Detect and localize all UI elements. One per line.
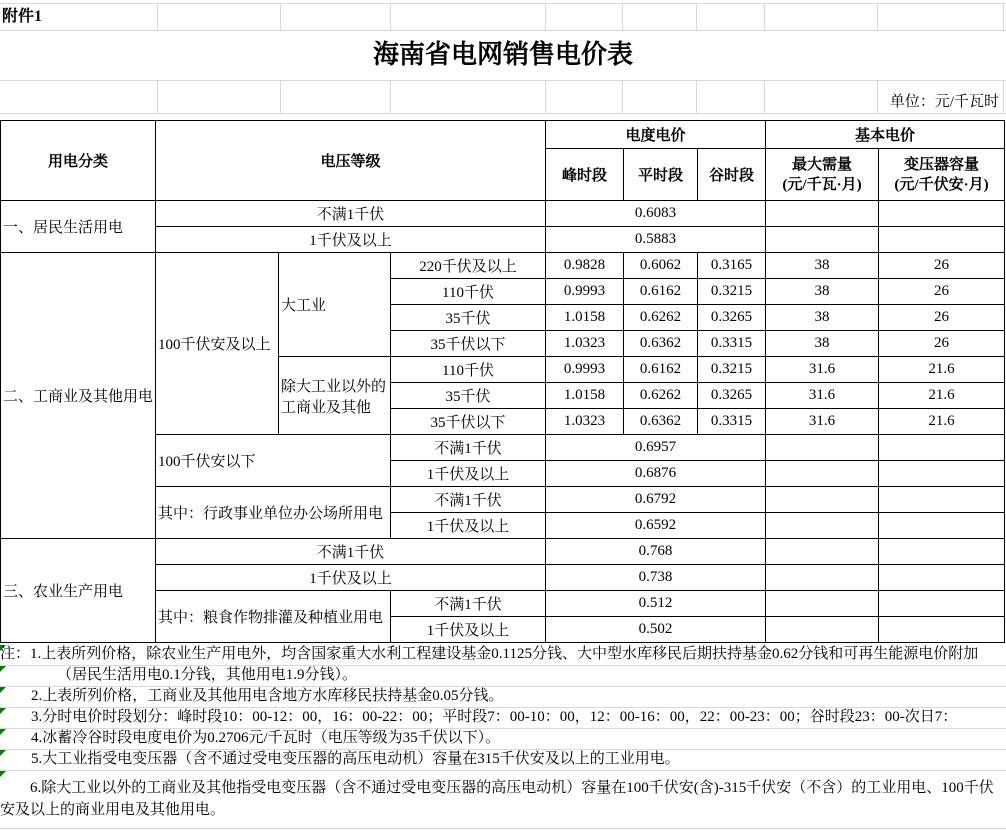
- gridline: [390, 80, 391, 113]
- cell-voltage[interactable]: 1千伏及以上: [391, 617, 546, 643]
- cell-section-industrial[interactable]: 二、工商业及其他用电: [1, 253, 156, 539]
- cell-large-industry[interactable]: 大工业: [279, 253, 391, 357]
- note-line-1-continued[interactable]: （居民生活用电0.1分钱，其他用电1.9分钱）。: [57, 667, 358, 683]
- cell-price-valley[interactable]: 0.3215: [698, 357, 766, 383]
- cell-grain-irrigation[interactable]: 其中：粮食作物排灌及种植业用电: [156, 591, 391, 643]
- gridline: [877, 3, 878, 30]
- gridline: [622, 3, 623, 30]
- cell-empty[interactable]: [879, 227, 1005, 253]
- gridline: [622, 80, 623, 113]
- cell-price-flat[interactable]: 0.6062: [624, 253, 698, 279]
- gridline: [696, 80, 697, 113]
- cell-section-agricultural[interactable]: 三、农业生产用电: [1, 539, 156, 643]
- cell-price[interactable]: 0.6083: [546, 201, 766, 227]
- cell-transformer[interactable]: 21.6: [879, 357, 1005, 383]
- unit-label[interactable]: 单位：元/千瓦时: [889, 94, 999, 110]
- header-max-demand-title: 最大需量: [791, 156, 852, 173]
- header-transformer-unit: (元/千伏安·月): [894, 176, 989, 193]
- cell-max-demand[interactable]: 31.6: [766, 409, 879, 435]
- cell-admin-office[interactable]: 其中：行政事业单位办公场所用电: [156, 487, 391, 539]
- gridline: [157, 80, 158, 113]
- cell-transformer[interactable]: 21.6: [879, 383, 1005, 409]
- header-usage-class[interactable]: 用电分类: [1, 121, 156, 201]
- gridline: [545, 3, 546, 30]
- cell-price-peak[interactable]: 0.9993: [546, 279, 624, 305]
- cell-empty[interactable]: [879, 565, 1005, 591]
- cell-voltage[interactable]: 220千伏及以上: [391, 253, 546, 279]
- cell-price[interactable]: 0.5883: [546, 227, 766, 253]
- cell-over100kva[interactable]: 100千伏安及以上: [156, 253, 279, 435]
- cell-voltage[interactable]: 110千伏: [391, 357, 546, 383]
- cell-price-flat[interactable]: 0.6362: [624, 331, 698, 357]
- header-peak[interactable]: 峰时段: [546, 149, 624, 201]
- cell-price-flat[interactable]: 0.6362: [624, 409, 698, 435]
- cell-voltage[interactable]: 不满1千伏: [156, 201, 546, 227]
- cell-under100kva[interactable]: 100千伏安以下: [156, 435, 391, 487]
- gridline: [0, 828, 1006, 829]
- cell-price-valley[interactable]: 0.3265: [698, 305, 766, 331]
- cell-price-flat[interactable]: 0.6162: [624, 357, 698, 383]
- cell-price[interactable]: 0.6792: [546, 487, 766, 513]
- cell-voltage[interactable]: 35千伏以下: [391, 409, 546, 435]
- cell-empty[interactable]: [766, 201, 879, 227]
- cell-voltage[interactable]: 1千伏及以上: [156, 227, 546, 253]
- cell-voltage[interactable]: 1千伏及以上: [391, 461, 546, 487]
- cell-price-flat[interactable]: 0.6262: [624, 383, 698, 409]
- note-line-3[interactable]: 3.分时电价时段划分：峰时段10：00-12：00，16：00-22：00；平时段7：00-10：00，12：00-16：00，22：00-23：00；谷时段23：00-次日7：: [31, 709, 958, 725]
- table-header-row: [1, 121, 1005, 149]
- cell-max-demand[interactable]: 38: [766, 331, 879, 357]
- gridline: [545, 80, 546, 113]
- cell-transformer[interactable]: 21.6: [879, 409, 1005, 435]
- cell-voltage[interactable]: 35千伏: [391, 383, 546, 409]
- cell-price-valley[interactable]: 0.3215: [698, 279, 766, 305]
- cell-transformer[interactable]: 26: [879, 331, 1005, 357]
- cell-empty[interactable]: [879, 435, 1005, 461]
- sheet-title[interactable]: 海南省电网销售电价表: [372, 40, 633, 69]
- cell-empty[interactable]: [879, 513, 1005, 539]
- cell-price[interactable]: 0.502: [546, 617, 766, 643]
- note-line-4[interactable]: 4.冰蓄冷谷时段电度电价为0.2706元/千瓦时（电压等级为35千伏以下）。: [31, 730, 501, 746]
- cell-empty[interactable]: [766, 487, 879, 513]
- cell-section-residential[interactable]: 一、居民生活用电: [1, 201, 156, 253]
- header-max-demand[interactable]: [766, 149, 879, 201]
- header-energy-price[interactable]: 电度电价: [546, 121, 766, 149]
- cell-price-peak[interactable]: 1.0158: [546, 305, 624, 331]
- gridline: [1003, 80, 1004, 113]
- table-row: [1, 253, 1005, 279]
- cell-voltage[interactable]: 1千伏及以上: [391, 513, 546, 539]
- cell-price-peak[interactable]: 1.0323: [546, 409, 624, 435]
- gridline: [0, 80, 1006, 81]
- cell-empty[interactable]: [766, 591, 879, 617]
- header-voltage-level[interactable]: 电压等级: [156, 121, 546, 201]
- gridline: [390, 3, 391, 30]
- gridline: [1003, 3, 1004, 30]
- cell-empty[interactable]: [879, 539, 1005, 565]
- cell-price-valley[interactable]: 0.3315: [698, 331, 766, 357]
- cell-voltage[interactable]: 1千伏及以上: [156, 565, 546, 591]
- price-table: [0, 120, 1005, 643]
- cell-price-peak[interactable]: 1.0158: [546, 383, 624, 409]
- cell-price-peak[interactable]: 0.9828: [546, 253, 624, 279]
- header-flat[interactable]: 平时段: [624, 149, 698, 201]
- cell-transformer[interactable]: 26: [879, 279, 1005, 305]
- cell-other-industry[interactable]: 除大工业以外的工商业及其他: [279, 357, 391, 435]
- attachment-label[interactable]: 附件1: [2, 8, 43, 25]
- cell-price-peak[interactable]: 1.0323: [546, 331, 624, 357]
- cell-price[interactable]: 0.512: [546, 591, 766, 617]
- cell-voltage[interactable]: 不满1千伏: [156, 539, 546, 565]
- cell-voltage[interactable]: 35千伏以下: [391, 331, 546, 357]
- note-line-1[interactable]: 注：1.上表所列价格，除农业生产用电外，均含国家重大水利工程建设基金0.1125分钱、大中型水库移民后期扶持基金0.62分钱和可再生能源电价附加: [0, 646, 979, 662]
- cell-transformer[interactable]: 26: [879, 253, 1005, 279]
- note-line-6[interactable]: 6.除大工业以外的工商业及其他指受电变压器（含不通过受电变压器的高压电动机）容量在100千伏安(含)-315千伏安（不含）的工业用电、100千伏安及以上的商业用电及其他用电。: [0, 780, 994, 818]
- cell-price[interactable]: 0.6957: [546, 435, 766, 461]
- header-valley[interactable]: 谷时段: [698, 149, 766, 201]
- cell-price-valley[interactable]: 0.3315: [698, 409, 766, 435]
- header-max-demand-unit: (元/千瓦·月): [782, 176, 862, 193]
- gridline: [0, 3, 1006, 4]
- cell-price[interactable]: 0.738: [546, 565, 766, 591]
- cell-empty[interactable]: [879, 487, 1005, 513]
- cell-price-peak[interactable]: 0.9993: [546, 357, 624, 383]
- gridline: [157, 3, 158, 30]
- cell-empty[interactable]: [879, 201, 1005, 227]
- gridline: [764, 80, 765, 113]
- note-line-2[interactable]: 2.上表所列价格，工商业及其他用电含地方水库移民扶持基金0.05分钱。: [31, 688, 504, 704]
- cell-max-demand[interactable]: 38: [766, 253, 879, 279]
- cell-price[interactable]: 0.768: [546, 539, 766, 565]
- cell-empty[interactable]: [879, 461, 1005, 487]
- cell-max-demand[interactable]: 31.6: [766, 383, 879, 409]
- cell-voltage[interactable]: 35千伏: [391, 305, 546, 331]
- cell-empty[interactable]: [766, 565, 879, 591]
- cell-empty[interactable]: [766, 617, 879, 643]
- cell-price-flat[interactable]: 0.6162: [624, 279, 698, 305]
- cell-empty[interactable]: [766, 461, 879, 487]
- cell-max-demand[interactable]: 38: [766, 305, 879, 331]
- cell-empty[interactable]: [766, 435, 879, 461]
- gridline: [280, 80, 281, 113]
- header-transformer-capacity[interactable]: [879, 149, 1005, 201]
- table-row: [1, 539, 1005, 565]
- cell-empty[interactable]: [879, 591, 1005, 617]
- cell-price-flat[interactable]: 0.6262: [624, 305, 698, 331]
- cell-price[interactable]: 0.6592: [546, 513, 766, 539]
- header-transformer-title: 变压器容量: [904, 156, 980, 173]
- gridline: [696, 3, 697, 30]
- cell-empty[interactable]: [879, 617, 1005, 643]
- cell-max-demand[interactable]: 31.6: [766, 357, 879, 383]
- cell-voltage[interactable]: 不满1千伏: [391, 435, 546, 461]
- note-line-5[interactable]: 5.大工业指受电变压器（含不通过受电变压器的高压电动机）容量在315千伏安及以上的工业用电。: [31, 751, 680, 767]
- gridline: [764, 3, 765, 30]
- gridline: [877, 80, 878, 113]
- cell-empty[interactable]: [766, 539, 879, 565]
- table-row: [1, 201, 1005, 227]
- gridline: [280, 3, 281, 30]
- cell-price-valley[interactable]: 0.3265: [698, 383, 766, 409]
- cell-price[interactable]: 0.6876: [546, 461, 766, 487]
- cell-voltage[interactable]: 不满1千伏: [391, 591, 546, 617]
- cell-transformer[interactable]: 26: [879, 305, 1005, 331]
- cell-voltage[interactable]: 110千伏: [391, 279, 546, 305]
- gridline: [0, 113, 1006, 114]
- cell-empty[interactable]: [766, 227, 879, 253]
- cell-max-demand[interactable]: 38: [766, 279, 879, 305]
- header-basic-price[interactable]: 基本电价: [766, 121, 1005, 149]
- cell-price-valley[interactable]: 0.3165: [698, 253, 766, 279]
- cell-empty[interactable]: [766, 513, 879, 539]
- cell-voltage[interactable]: 不满1千伏: [391, 487, 546, 513]
